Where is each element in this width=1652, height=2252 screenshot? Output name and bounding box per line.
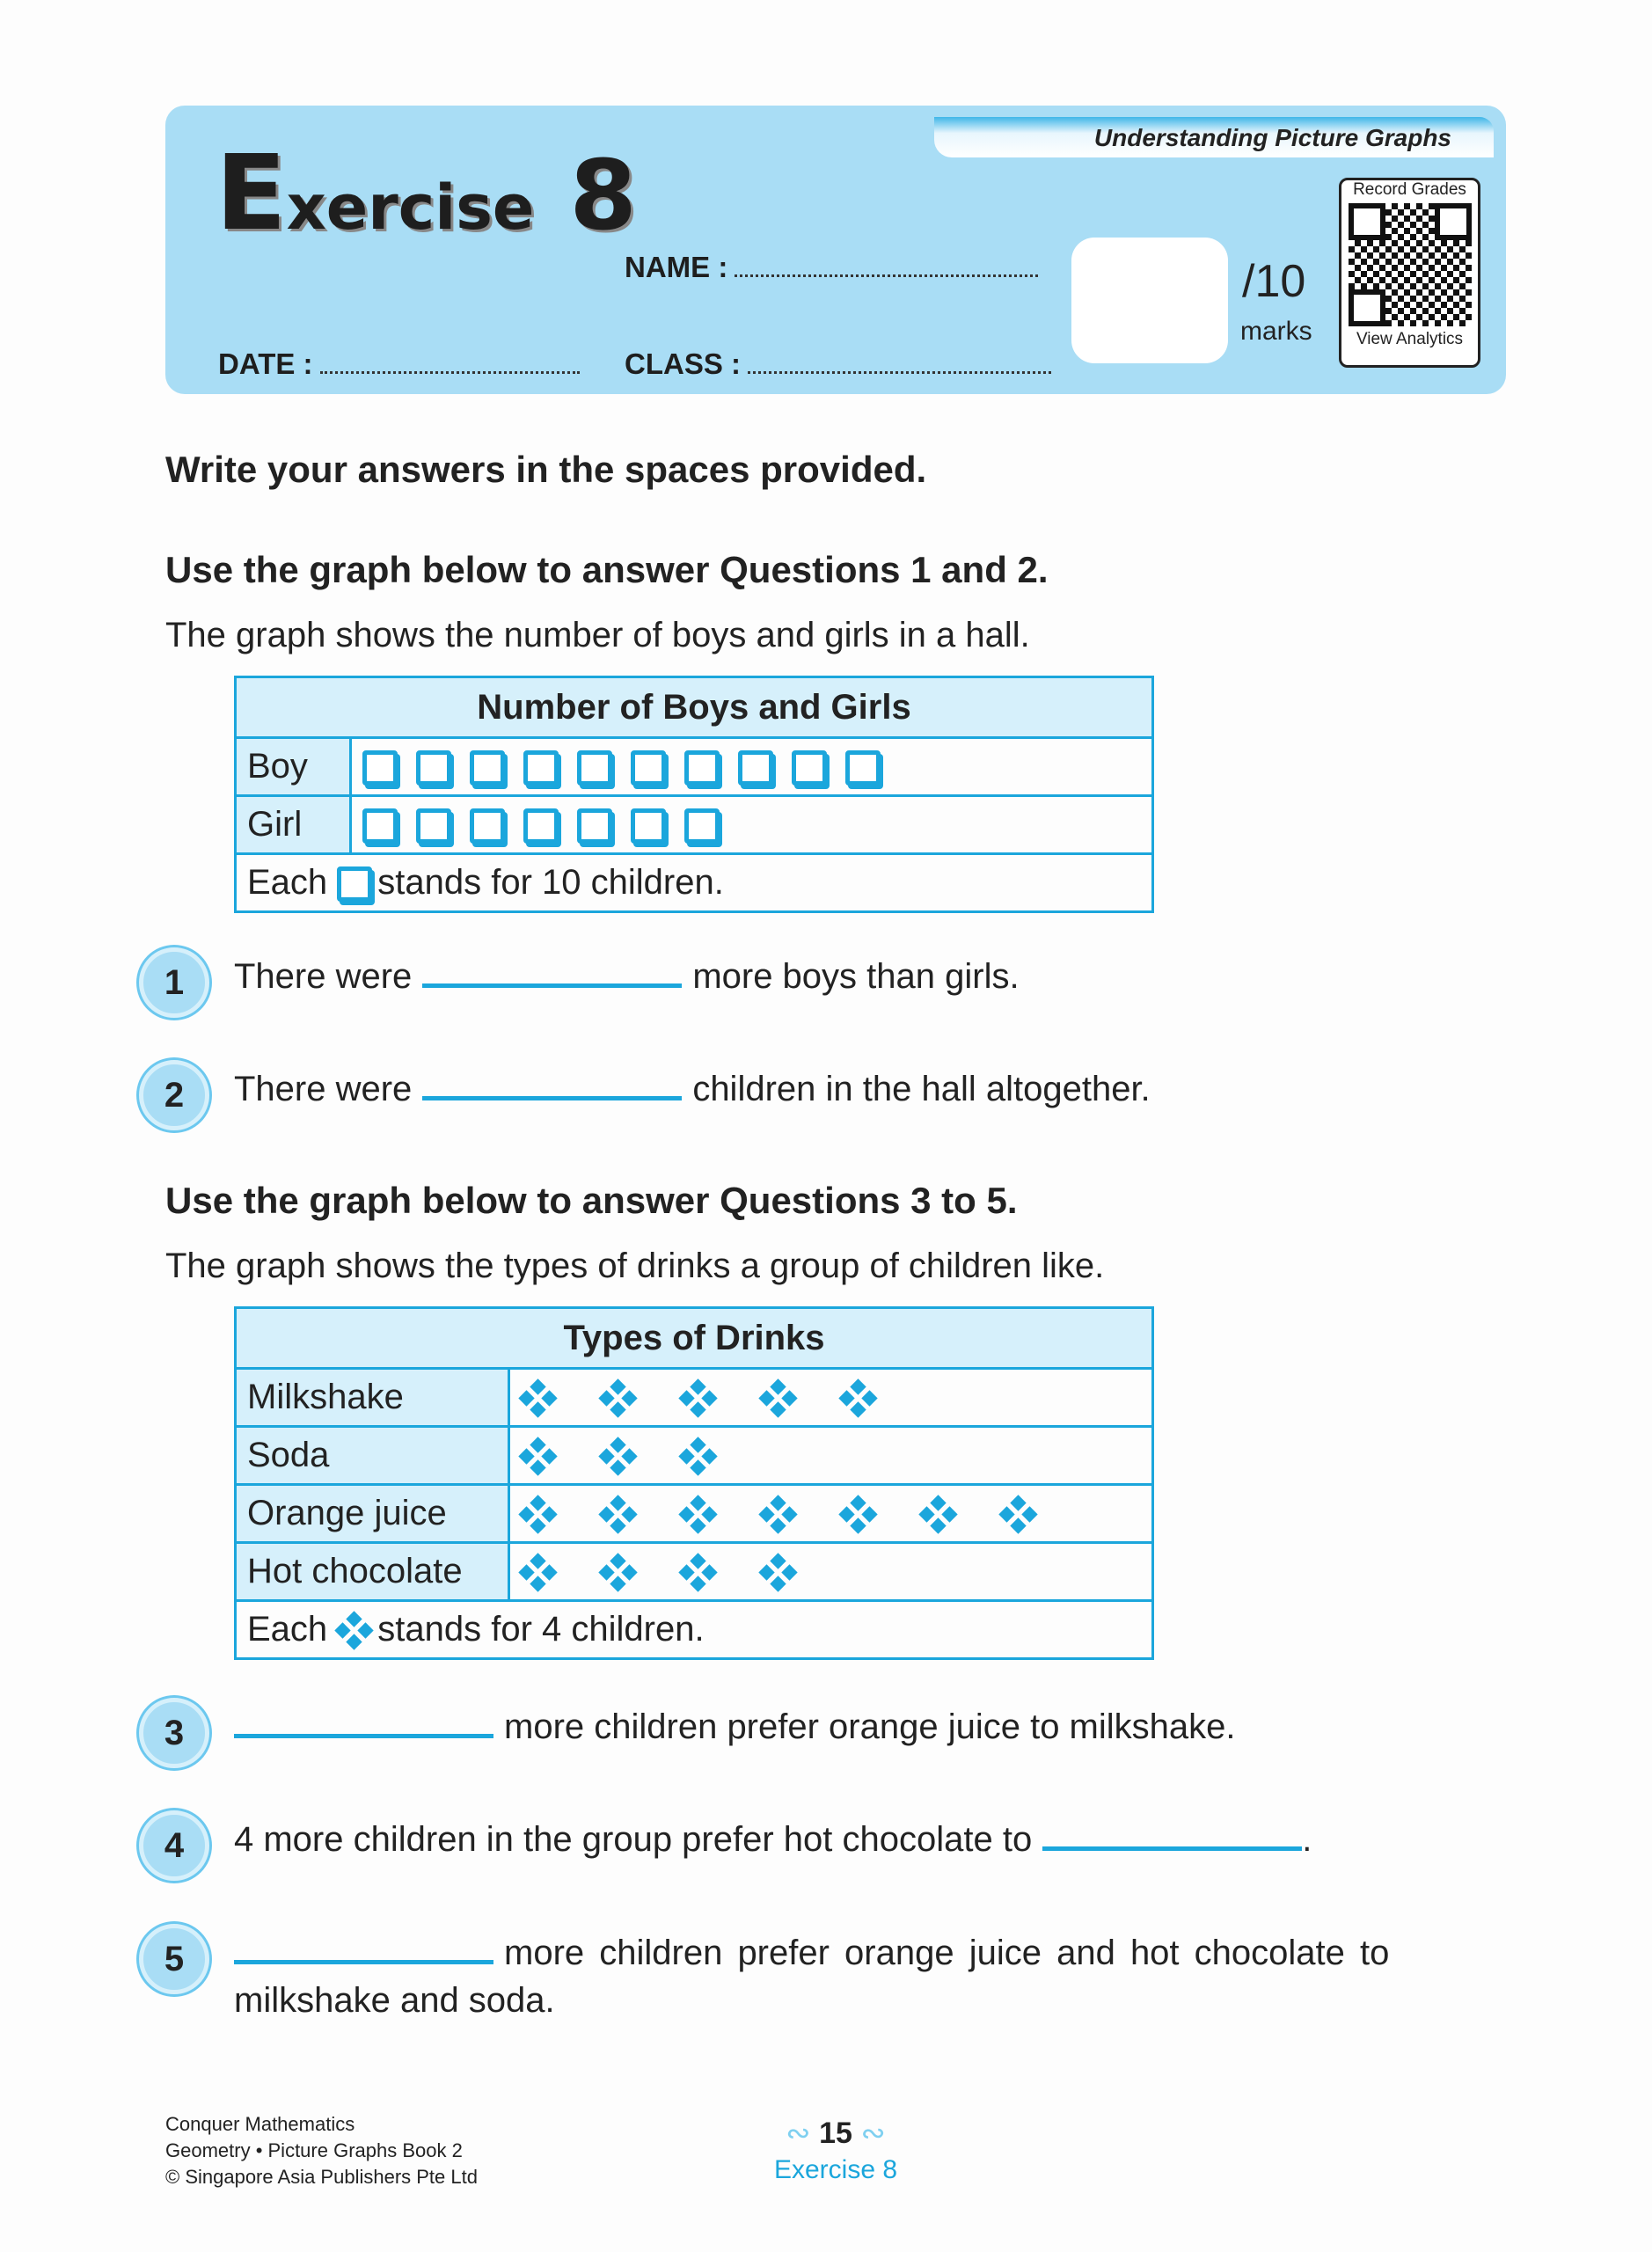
boys-girls-graph (234, 676, 1154, 913)
footer-exercise: Exercise 8 (773, 2155, 898, 2184)
row-label: Milkshake (236, 1369, 509, 1427)
box-icon (337, 866, 372, 902)
name-field[interactable]: NAME : (625, 251, 1038, 284)
exercise-title: Exercise 8 (216, 132, 637, 253)
question-number: 5 (139, 1924, 209, 1994)
answer-blank[interactable] (1042, 1846, 1302, 1851)
diamond-icon (601, 1555, 636, 1590)
qr-bottom-label: View Analytics (1356, 330, 1464, 348)
question-number: 3 (139, 1698, 209, 1768)
qr-code[interactable] (1339, 178, 1480, 368)
question-5: more children prefer orange juice and hot chocolate to (223, 1934, 1508, 1973)
diamond-icon (521, 1555, 556, 1590)
question-5-cont: milkshake and soda. (234, 1981, 555, 2020)
diamond-icon (521, 1497, 556, 1532)
answer-blank[interactable] (422, 983, 682, 988)
question-4: 4 more children in the group prefer hot chocolate to . (234, 1820, 1312, 1859)
diamond-icon (761, 1555, 796, 1590)
page-number: ∾ 15 ∾ (786, 2117, 886, 2150)
soda-icons (509, 1427, 1153, 1485)
question-number: 2 (139, 1060, 209, 1130)
section2-intro: The graph shows the types of drinks a group of children like. (165, 1247, 1105, 1285)
row-label: Soda (236, 1427, 509, 1485)
diamond-icon (681, 1381, 716, 1416)
diamond-icon (841, 1497, 876, 1532)
girl-icons (351, 796, 1153, 854)
row-label: Orange juice (236, 1485, 509, 1543)
graph-title: Number of Boys and Girls (236, 677, 1153, 738)
row-label: Girl (236, 796, 351, 854)
footer-credits: Conquer Mathematics Geometry • Picture Graphs Book 2 © Singapore Asia Publishers Pte Ltd (165, 2113, 478, 2188)
diamond-icon (601, 1439, 636, 1474)
graph-title: Types of Drinks (236, 1308, 1153, 1369)
diamond-icon (761, 1381, 796, 1416)
box-icon (416, 808, 451, 844)
section1-heading: Use the graph below to answer Questions 1 and 2. (165, 549, 1049, 590)
question-3: more children prefer orange juice to milkshake. (223, 1707, 1236, 1747)
box-icon (684, 808, 720, 844)
section1-intro: The graph shows the number of boys and girls in a hall. (165, 616, 1030, 654)
instructions: Write your answers in the spaces provided. (165, 449, 927, 490)
marks-label: marks (1240, 317, 1312, 346)
box-icon (470, 808, 505, 844)
box-icon (631, 750, 666, 786)
qr-top-label: Record Grades (1353, 180, 1466, 199)
orange-juice-icons (509, 1485, 1153, 1543)
diamond-icon (601, 1381, 636, 1416)
topic-tab (934, 117, 1494, 157)
box-icon (470, 750, 505, 786)
ornament-icon: ∾ (852, 2117, 886, 2150)
diamond-icon (761, 1497, 796, 1532)
question-2: There were children in the hall altogether. (234, 1070, 1151, 1108)
milkshake-icons (509, 1369, 1153, 1427)
answer-blank[interactable] (234, 1734, 493, 1738)
hot-chocolate-icons (509, 1543, 1153, 1601)
box-icon (684, 750, 720, 786)
diamond-icon (841, 1381, 876, 1416)
row-label: Boy (236, 738, 351, 796)
graph-key: Each stands for 10 children. (236, 854, 1153, 912)
answer-blank[interactable] (234, 1960, 493, 1964)
question-number: 1 (139, 947, 209, 1018)
diamond-icon (1001, 1497, 1036, 1532)
class-field[interactable]: CLASS : (625, 347, 1051, 381)
diamond-icon (921, 1497, 956, 1532)
topic-label: Understanding Picture Graphs (1093, 124, 1451, 151)
question-1: There were more boys than girls. (234, 957, 1020, 996)
row-label: Hot chocolate (236, 1543, 509, 1601)
box-icon (577, 750, 612, 786)
question-number: 4 (139, 1810, 209, 1881)
box-icon (631, 808, 666, 844)
diamond-icon (337, 1613, 372, 1649)
diamond-icon (521, 1381, 556, 1416)
box-icon (738, 750, 773, 786)
box-icon (362, 808, 398, 844)
marks-box[interactable] (1071, 238, 1228, 363)
drinks-graph (234, 1306, 1154, 1660)
box-icon (362, 750, 398, 786)
marks-total: /10 (1242, 256, 1306, 307)
box-icon (845, 750, 881, 786)
boy-icons (351, 738, 1153, 796)
diamond-icon (521, 1439, 556, 1474)
graph-key: Each stands for 4 children. (236, 1601, 1153, 1659)
qr-image (1349, 203, 1472, 326)
box-icon (523, 808, 559, 844)
box-icon (523, 750, 559, 786)
box-icon (792, 750, 827, 786)
date-field[interactable]: DATE : (218, 347, 580, 381)
answer-blank[interactable] (422, 1096, 682, 1100)
diamond-icon (681, 1555, 716, 1590)
box-icon (416, 750, 451, 786)
diamond-icon (681, 1439, 716, 1474)
ornament-icon: ∾ (786, 2117, 820, 2150)
section2-heading: Use the graph below to answer Questions 3 to 5. (165, 1180, 1018, 1221)
box-icon (577, 808, 612, 844)
diamond-icon (601, 1497, 636, 1532)
diamond-icon (681, 1497, 716, 1532)
